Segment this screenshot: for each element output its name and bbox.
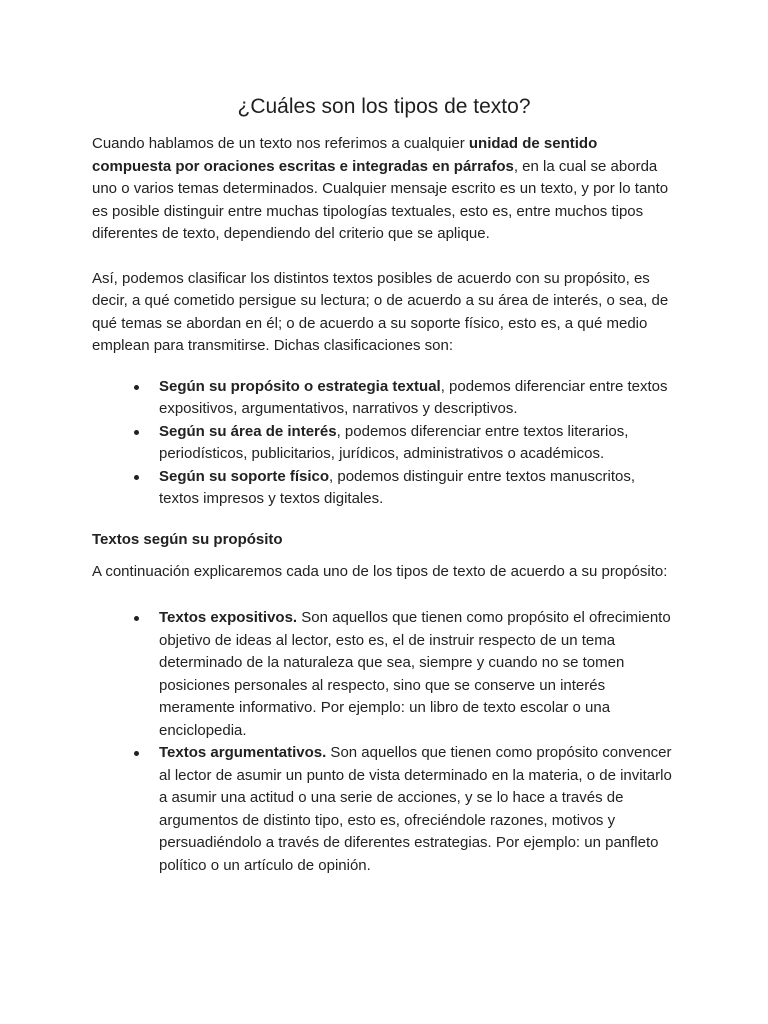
section-subheading: Textos según su propósito: [92, 530, 283, 548]
types-intro-paragraph: A continuación explicaremos cada uno de los tipos de texto de acuerdo a su propósito:: [92, 562, 668, 580]
list-item: [92, 466, 676, 511]
classification-paragraph: Así, podemos clasificar los distintos textos posibles de acuerdo con su propósito, es decir, a qué cometido persigue su lectura; o de acuerdo a su área de interés, o sea, de qué temas se abordan en él; o de acuerdo a su soporte físico, esto es, a qué medio emplean para transmitirse. Dichas clasificaciones son:: [92, 269, 669, 355]
list-item: [92, 607, 676, 742]
intro-bold-text: unidad de sentido compuesta por oraciones escritas e integradas en párrafos: [92, 135, 598, 175]
list-item-text: Son aquellos que tienen como propósito convencer al lector de asumir un punto de vista determinado en la materia, o de invitarlo a asumir una actitud o una serie de acciones, y se lo hace a través de argumentos de distinto tipo, esto es, ofreciéndole razones, motivos y persuadiéndolo a través de diferentes estrategias. Por ejemplo: un panfleto político o un artículo de opinión.: [159, 744, 672, 874]
bullet-icon: [134, 475, 139, 480]
list-item-text: Son aquellos que tienen como propósito el ofrecimiento objetivo de ideas al lector, esto es, el de instruir respecto de un tema determinado de la naturaleza que sea, siempre y cuando no se tomen posiciones personales al respecto, sino que se conserve un interés meramente informativo. Por ejemplo: un libro de texto escolar o una enciclopedia.: [159, 609, 671, 739]
list-item-text: , podemos distinguir entre textos manuscritos, textos impresos y textos digitales.: [159, 467, 636, 508]
bullet-icon: [134, 616, 139, 621]
list-item-bold: Textos argumentativos.: [159, 744, 327, 762]
list-item: [92, 742, 676, 877]
intro-text-start: Cuando hablamos de un texto nos referimos a cualquier: [92, 135, 469, 153]
list-item-bold: Según su propósito o estrategia textual: [159, 377, 441, 395]
types-list: [92, 607, 676, 877]
list-item: [92, 376, 676, 421]
intro-text-end: , en la cual se aborda uno o varios temas determinados. Cualquier mensaje escrito es un texto, y por lo tanto es posible distinguir entre muchas tipologías textuales, esto es, entre muchos tipos diferentes de texto, dependiendo del criterio que se aplique.: [92, 157, 669, 243]
classification-list: [92, 376, 676, 511]
bullet-icon: [134, 430, 139, 435]
bullet-icon: [134, 751, 139, 756]
list-item-text: , podemos diferenciar entre textos literarios, periodísticos, publicitarios, jurídicos, administrativos o académicos.: [159, 422, 629, 463]
list-item-bold: Según su área de interés: [159, 422, 337, 440]
page-title: ¿Cuáles son los tipos de texto?: [237, 95, 531, 118]
bullet-icon: [134, 385, 139, 390]
list-item-bold: Textos expositivos.: [159, 609, 298, 627]
list-item-text: , podemos diferenciar entre textos expositivos, argumentativos, narrativos y descriptivos.: [159, 377, 668, 418]
list-item-bold: Según su soporte físico: [159, 467, 330, 485]
intro-paragraph: [92, 133, 676, 246]
list-item: [92, 421, 676, 466]
